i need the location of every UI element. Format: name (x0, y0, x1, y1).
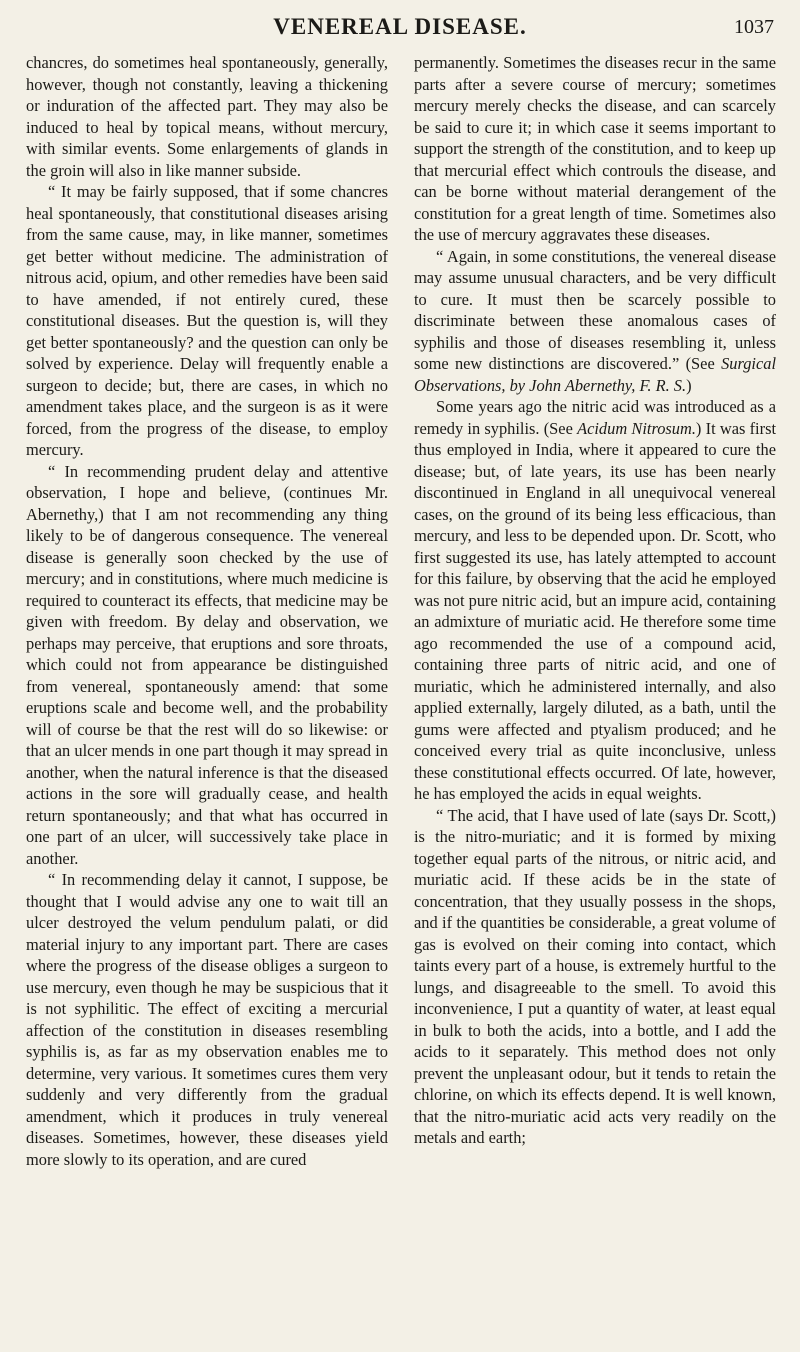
paragraph: “ The acid, that I have used of late (says Dr. Scott,) is the nitro-muriatic; and it is formed by mixing together equal parts of the nitrous, or nitric acid, and muriatic acid. If these acids be in the state of concentration, that they usually possess in the shops, and if the quantities be considerable, a great volume of gas is evolved on their coming into contact, which taints every part of a house, is extremely hurtful to the lungs, and disagreeable to the smell. To avoid this inconvenience, I put a quantity of water, at least equal in bulk to both the acids, into a bottle, and I add the acids to it separately. This method does not only prevent the unpleasant odour, but it tends to retain the chlorine, on which its effects depend. It is well known, that the nitro-muriatic acid acts very readily on the metals and earth; (414, 805, 776, 1147)
paragraph (414, 246, 776, 397)
paragraph-text: ) (686, 375, 692, 395)
page-number: 1037 (734, 16, 774, 38)
running-head: VENEREAL DISEASE. (273, 14, 527, 39)
cross-reference: Acidum Nitrosum. (577, 418, 696, 438)
paragraph: “ In recommending prudent delay and attentive observation, I hope and believe, (continues Mr. Abernethy,) that I am not recommending any thing likely to be of dangerous consequence. The venereal disease is generally soon checked by the use of mercury; and in constitutions, where much medicine is required to counteract its effects, that medicine may be given with freedom. By delay and observation, we perhaps may perceive, that eruptions and sore throats, which could not from appearance be distinguished from venereal, spontaneously amend: that some eruptions scale and become well, and the probability will of course be that the rest will do so likewise: or that an ulcer mends in one part though it may spread in another, when the natural inference is that the diseased actions in the sore will gradually cease, and health return spontaneously; and that what has occurred in one part of an ulcer, will successively take place in another. (26, 461, 388, 868)
page-header (0, 14, 800, 44)
paragraph: “ In recommending delay it cannot, I suppose, be thought that I would advise any one to wait till an ulcer destroyed the velum pendulum palati, or did material injury to any important part. There are cases where the progress of the disease obliges a surgeon to use mercury, even though he may be suspicious that it is not syphilitic. The effect of exciting a mercurial affection of the constitution in diseases resembling syphilis is, as far as my observation enables me to determine, very various. It sometimes cures them very suddenly and very differently from the gradual amendment, which it produces in truly venereal diseases. Sometimes, however, these diseases yield more slowly to its operation, and are cured (26, 870, 388, 1169)
right-column (414, 52, 776, 1149)
left-column (26, 52, 388, 1170)
paragraph-text: Some years ago the nitric acid was introduced as a remedy in syphilis. (See (414, 397, 776, 438)
paragraph: chancres, do sometimes heal spontaneously, generally, however, though not constantly, leaving a thickening or induration of the affected part. They may also be induced to heal by topical means, without mercury, with similar events. Some enlargements of glands in the groin will also in like manner subside. (26, 53, 388, 180)
paragraph: “ It may be fairly supposed, that if some chancres heal spontaneously, that constitutional diseases arising from the same cause, may, in like manner, sometimes get better without medicine. The administration of nitrous acid, opium, and other remedies have been said to have amended, if not entirely cured, these constitutional diseases. But the question is, will they get better spontaneously? and the question can only be solved by experience. Delay will frequently enable a surgeon to decide; but, there are cases, in which no amendment takes place, and the surgeon is as it were forced, from the progress of the disease, to employ mercury. (26, 182, 388, 459)
paragraph (414, 396, 776, 805)
paragraph: permanently. Sometimes the diseases recur in the same parts after a severe course of mercury; sometimes mercury merely checks the disease, and can scarcely be said to cure it; in which case it seems important to support the strength of the constitution, and to keep up that mercurial effect which controuls the disease, and can be borne without material derangement of the constitution for a great length of time. Sometimes also the use of mercury aggravates these diseases. (414, 53, 776, 244)
citation-reference: Surgical Observations, by John Abernethy, F. R. S. (414, 354, 776, 395)
paragraph-text: “ Again, in some constitutions, the venereal disease may assume unusual characters, and be very difficult to cure. It must then be scarcely possible to discriminate between these anomalous cases of syphilis and those of diseases resembling it, unless some new distinctions are discovered.” (See (414, 246, 776, 373)
paragraph-text: ) It was first thus employed in India, where it appeared to cure the disease; but, of late years, its use has been nearly discontinued in England in all unequivocal venereal cases, on the ground of its being less efficacious, than mercury, and less to be depended upon. Dr. Scott, who first suggested its use, has lately attempted to account for this failure, by observing that the acid he employed was not pure nitric acid, but an impure acid, containing an admixture of muriatic acid. He therefore some time ago recommended the use of a compound acid, containing three parts of nitric acid, and one of muriatic, which he administered internally, and also applied externally, largely diluted, as a bath, until the gums were affected and ptyalism produced; and he conceived every trial as quite inconclusive, unless these constitutional effects occurred. Of late, however, he has employed the acids in equal weights. (414, 418, 777, 803)
